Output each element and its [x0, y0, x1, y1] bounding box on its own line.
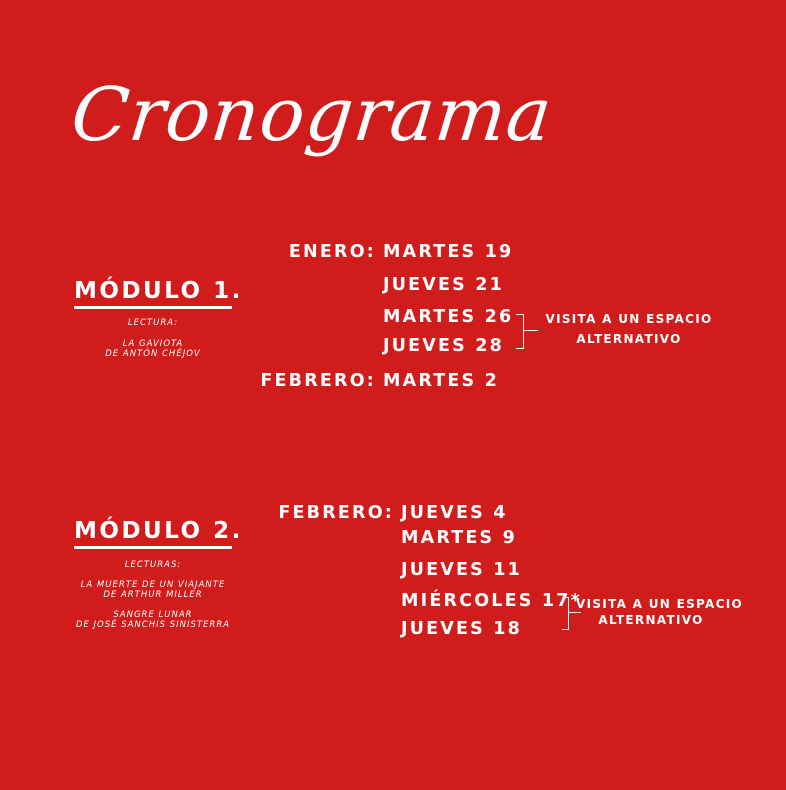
module-2-reading-label: LECTURAS:: [124, 560, 182, 570]
module-2-date: MARTES 9: [401, 528, 518, 548]
module-2-note-line-1: VISITA A UN ESPACIO: [576, 597, 744, 611]
module-1-note-line-1: VISITA A UN ESPACIO: [545, 312, 713, 326]
module-1-date: JUEVES 28: [383, 336, 505, 356]
module-2-note-line-2: ALTERNATIVO: [598, 613, 704, 627]
module-2-date: MIÉRCOLES 17*: [401, 591, 582, 611]
module-1-date: MARTES 26: [383, 307, 514, 327]
module-1-underline: [74, 306, 232, 309]
module-2-date: JUEVES 11: [401, 560, 523, 580]
module-1-bracket: [516, 314, 524, 349]
module-2-title: MÓDULO 2.: [74, 518, 243, 544]
module-1-reading-author: DE ANTÓN CHÉJOV: [105, 349, 201, 359]
page-title: Cronograma: [67, 72, 557, 158]
module-1-date: MARTES 2: [383, 371, 500, 391]
module-1-title: MÓDULO 1.: [74, 278, 243, 304]
module-2-reading-1-author: DE ARTHUR MILLER: [103, 590, 203, 600]
module-2-reading-2-title: SANGRE LUNAR: [113, 610, 193, 620]
module-2-month-february: FEBRERO:: [278, 503, 394, 523]
module-2-underline: [74, 546, 232, 549]
module-1-reading-title: LA GAVIOTA: [122, 339, 184, 349]
module-1-month-january: ENERO:: [288, 242, 376, 262]
module-2-reading-1-title: LA MUERTE DE UN VIAJANTE: [80, 580, 226, 590]
module-1-reading-label: LECTURA:: [127, 318, 179, 328]
module-1-note-line-2: ALTERNATIVO: [576, 332, 682, 346]
module-2-date: JUEVES 4: [401, 503, 508, 523]
module-2-reading-2-author: DE JOSÉ SANCHIS SINISTERRA: [75, 620, 231, 630]
module-2-date: JUEVES 18: [401, 619, 523, 639]
module-1-date: MARTES 19: [383, 242, 514, 262]
module-1-date: JUEVES 21: [383, 275, 505, 295]
module-2-bracket: [562, 597, 569, 630]
module-1-month-february: FEBRERO:: [260, 371, 376, 391]
